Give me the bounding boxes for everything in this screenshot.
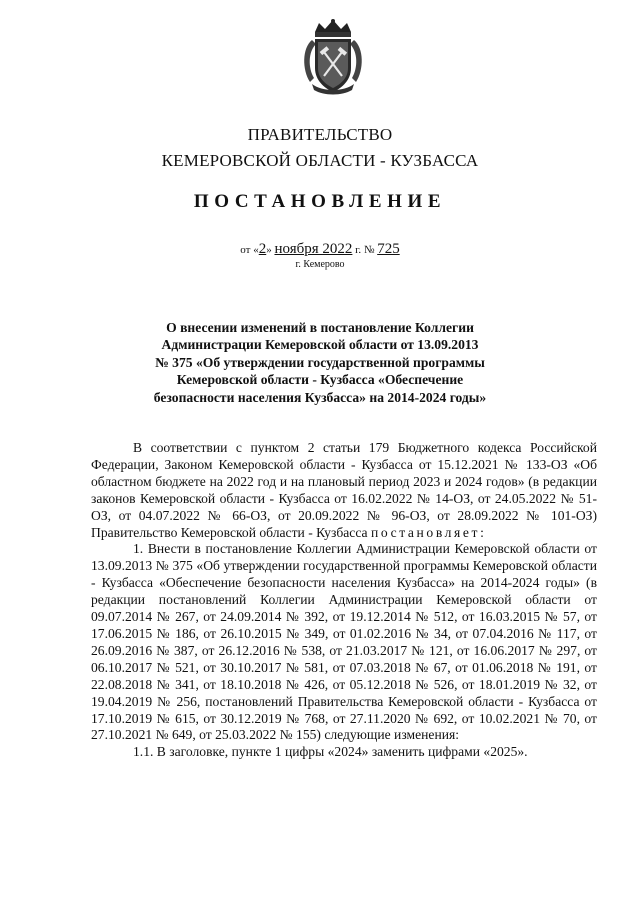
document-body: [91, 440, 597, 761]
preamble-paragraph: [91, 440, 597, 541]
subject-line: Администрации Кемеровской области от 13.09.2013: [161, 337, 479, 353]
preamble-text: В соответствии с пунктом 2 статьи 179 Бюджетного кодекса Российской Федерации, Законом Кемеровской области - Кузбасса от 15.12.2021 № 133-ОЗ «Об областном бюджете на 2022 год и на плановый период 2023 и 2024 годов» (в редакции законов Кемеровской области - Кузбасса от 16.02.2022 № 14-ОЗ, от 24.05.2022 № 51-ОЗ, от 04.07.2022 № 66-ОЗ, от 20.09.2022 № 96-ОЗ, от 28.09.2022 № 101-ОЗ) Правительство Кемеровской области - Кузбасса: [91, 440, 597, 540]
subject-line: безопасности населения Кузбасса» на 2014-2024 годы»: [153, 389, 487, 405]
subject-line: Кемеровской области - Кузбасса «Обеспечение: [176, 372, 464, 388]
subject-line: № 375 «Об утверждении государственной программы: [155, 354, 485, 370]
number-prefix: №: [363, 244, 375, 256]
document-dateline: [0, 241, 640, 258]
document-city: г. Кемерово: [295, 259, 345, 270]
resolve-word: постановляет:: [370, 524, 487, 540]
government-name-line1: ПРАВИТЕЛЬСТВО: [247, 125, 393, 144]
document-subject: [110, 319, 530, 406]
document-number: 725: [377, 241, 400, 257]
subject-line: О внесении изменений в постановление Коллегии: [166, 320, 474, 335]
date-day: 2: [258, 241, 267, 257]
clause-1-1-paragraph: 1.1. В заголовке, пункте 1 цифры «2024» заменить цифрами «2025».: [133, 744, 528, 760]
document-type-title: ПОСТАНОВЛЕНИЕ: [193, 191, 447, 212]
coat-of-arms-icon: [298, 18, 368, 98]
date-mid: »: [266, 244, 272, 256]
clause-1-paragraph: 1. Внести в постановление Коллегии Администрации Кемеровской области от 13.09.2013 № 375 «Об утверждении государственной программы Кемеровской области - Кузбасса «Обеспечение безопасности населения Кузбасса» на 2014-2024 годы» (в редакции постановлений Коллегии Администрации Кемеровской области от 09.07.2014 № 267, от 24.09.2014 № 392, от 19.12.2014 № 512, от 16.03.2015 № 57, от 17.06.2015 № 186, от 26.10.2015 № 349, от 01.02.2016 № 34, от 07.04.2016 № 117, от 26.09.2016 № 387, от 26.12.2016 № 538, от 21.03.2017 № 121, от 16.06.2017 № 297, от 06.10.2017 № 521, от 30.10.2017 № 581, от 07.03.2018 № 67, от 01.06.2018 № 191, от 22.08.2018 № 341, от 18.10.2018 № 426, от 05.12.2018 № 526, от 18.01.2019 № 32, от 19.04.2019 № 256, постановлений Правительства Кемеровской области - Кузбасса от 17.10.2019 № 615, от 30.12.2019 № 768, от 27.11.2020 № 692, от 10.02.2021 № 70, от 27.10.2021 № 649, от 25.03.2022 № 155) следующие изменения:: [91, 541, 597, 743]
date-prefix: от «: [240, 244, 259, 256]
date-month-year: ноября 2022: [274, 241, 353, 257]
government-name-line2: КЕМЕРОВСКОЙ ОБЛАСТИ - КУЗБАССА: [161, 151, 479, 170]
date-year-suffix: г.: [355, 244, 362, 256]
